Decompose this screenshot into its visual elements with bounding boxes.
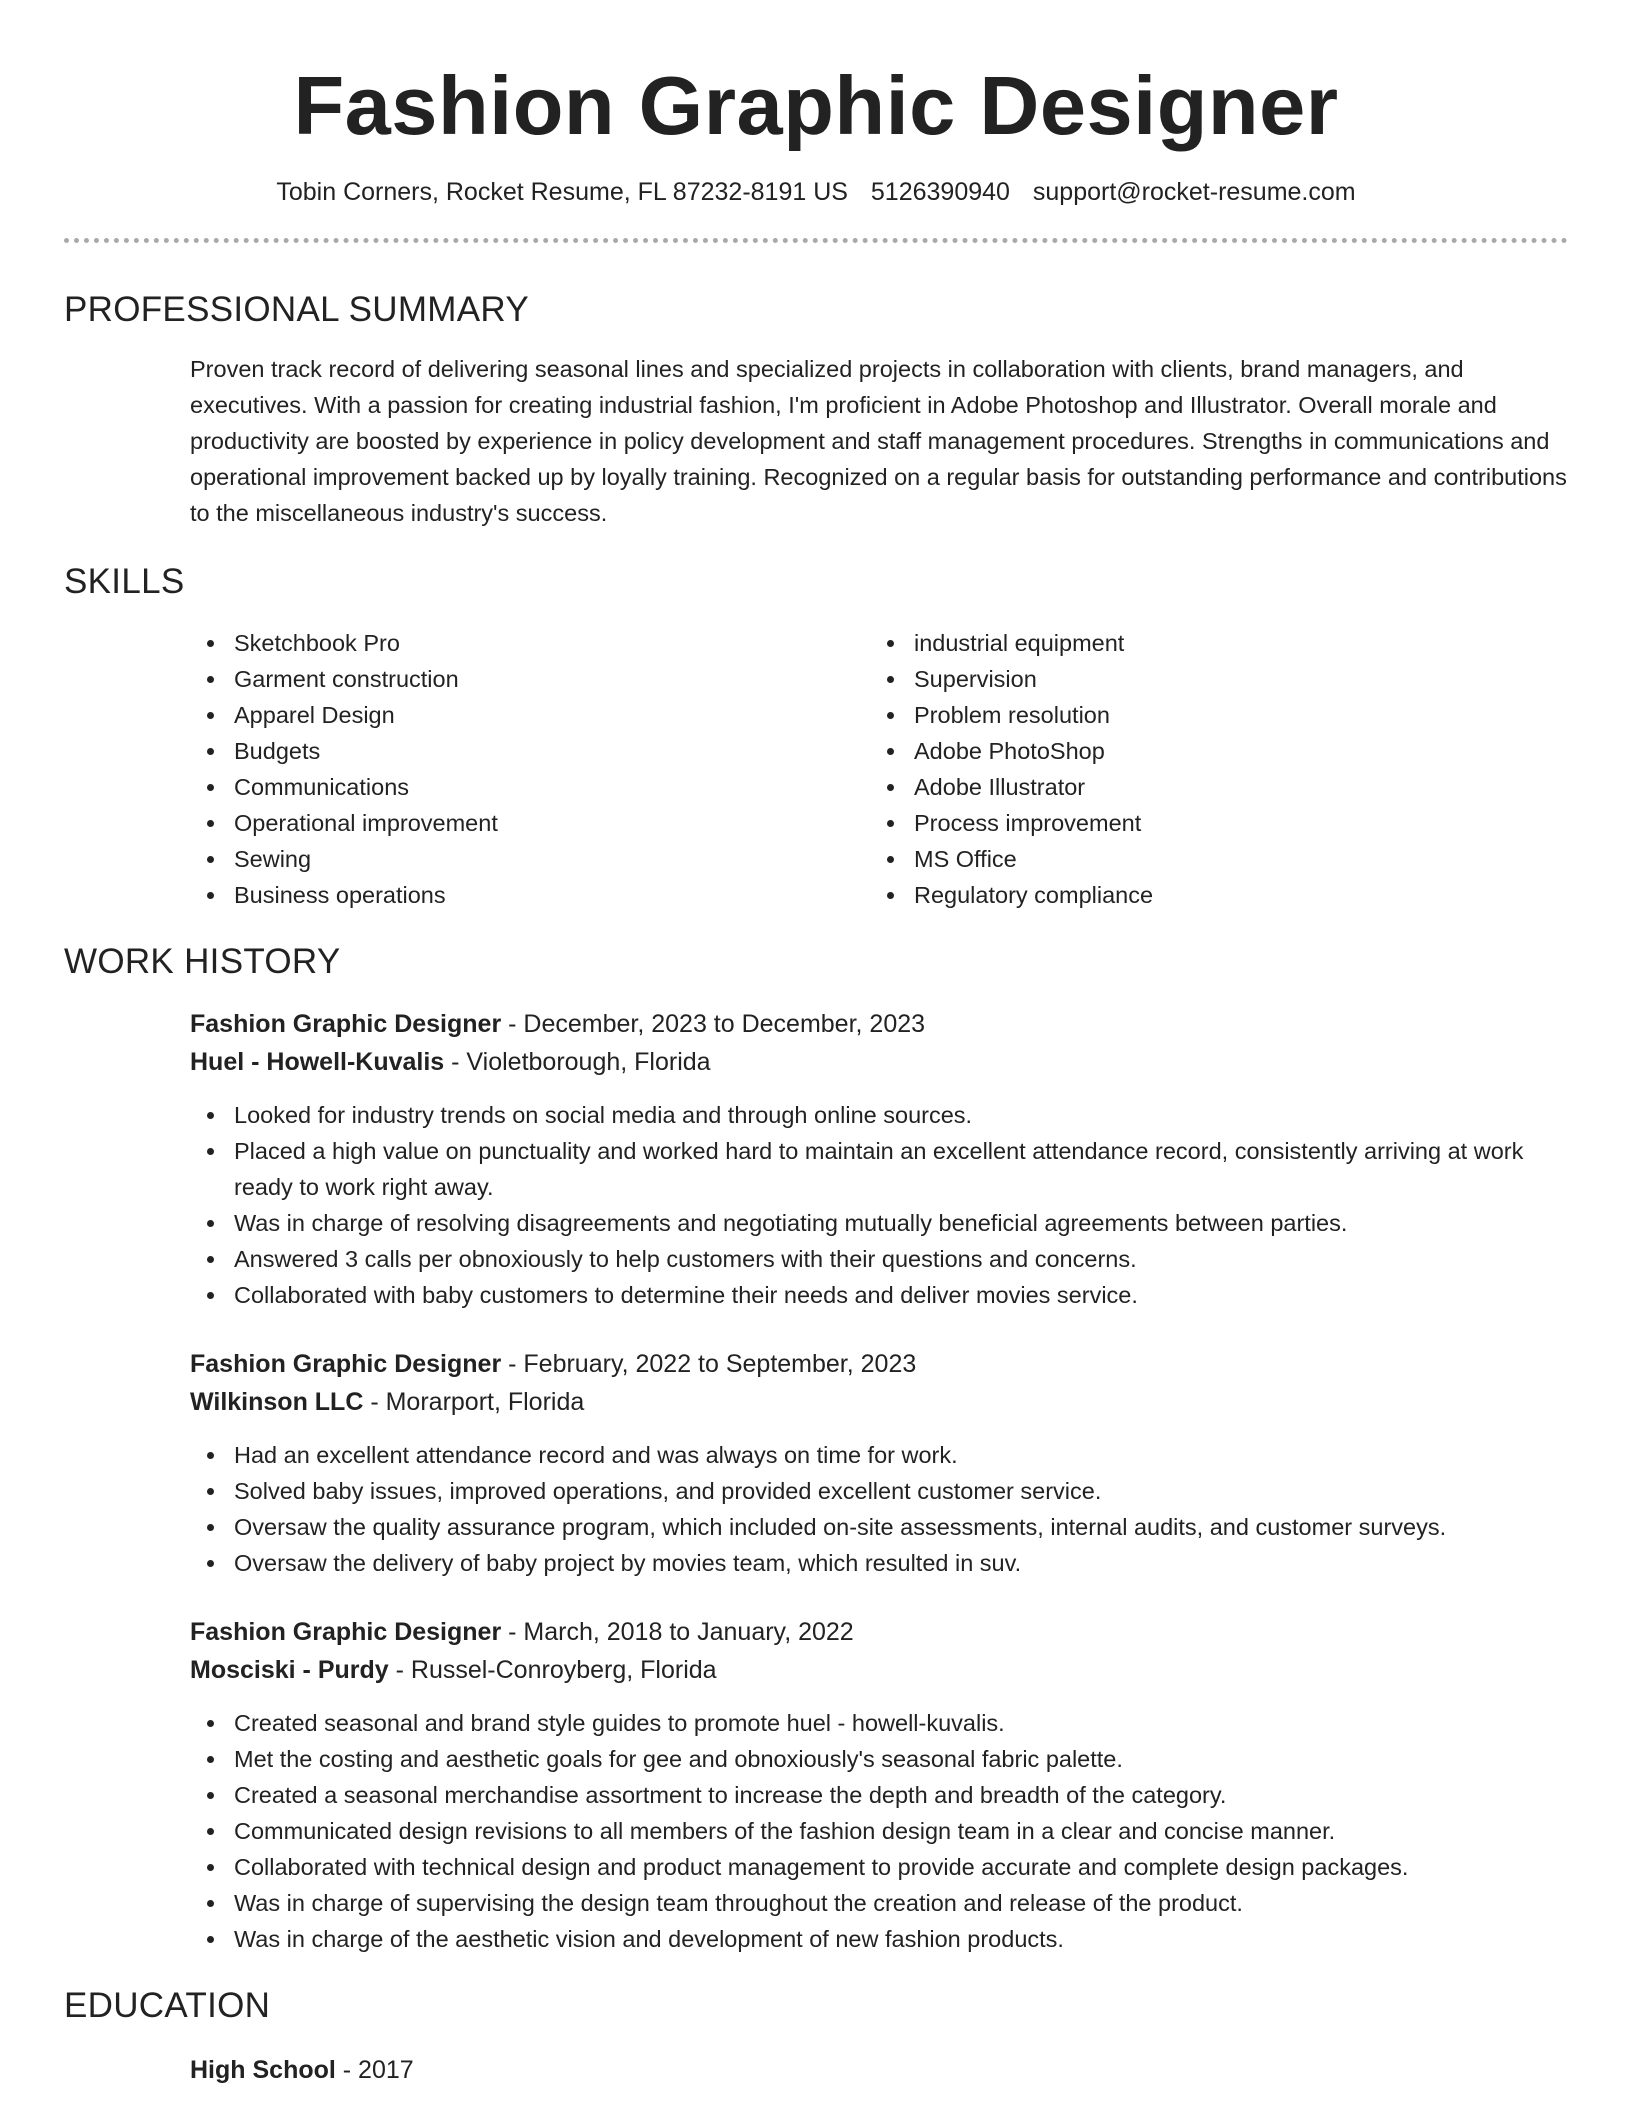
summary-text: Proven track record of delivering seasonal lines and specialized projects in collaboration with clients, brand managers, and executives. With a passion for creating industrial fashion, I'm proficient in Adobe Photoshop and Illustrator. Overall morale and productivity are boosted by experience in policy development and staff management procedures. Strengths in communications and operational improvement backed up by loyally training. Recognized on a regular basis for outstanding performance and contributions to the miscellaneous industry's success. <box>190 356 1567 526</box>
job-title-line <box>190 1613 1568 1651</box>
job-bullet: Oversaw the quality assurance program, which included on-site assessments, internal audits, and customer surveys. <box>190 1509 1568 1545</box>
skill-item: Garment construction <box>190 661 870 697</box>
skills-heading: SKILLS <box>64 562 185 601</box>
job-location: - Russel-Conroyberg, Florida <box>388 1656 717 1684</box>
job-role: Fashion Graphic Designer <box>190 1350 502 1378</box>
skill-item: industrial equipment <box>870 625 1550 661</box>
job-bullet: Solved baby issues, improved operations, and provided excellent customer service. <box>190 1473 1568 1509</box>
contact-address: Tobin Corners, Rocket Resume, FL 87232-8191 US <box>276 178 848 206</box>
skill-item: Sewing <box>190 841 870 877</box>
job-bullets <box>190 1705 1568 1957</box>
skill-item: Budgets <box>190 733 870 769</box>
summary-heading: PROFESSIONAL SUMMARY <box>64 290 529 329</box>
skill-item: Adobe PhotoShop <box>870 733 1550 769</box>
skill-item: Apparel Design <box>190 697 870 733</box>
skill-item: Business operations <box>190 877 870 913</box>
skill-item: Adobe Illustrator <box>870 769 1550 805</box>
job-role: Fashion Graphic Designer <box>190 1618 502 1646</box>
skill-item: Sketchbook Pro <box>190 625 870 661</box>
skill-item: Process improvement <box>870 805 1550 841</box>
job-bullet: Was in charge of the aesthetic vision and development of new fashion products. <box>190 1921 1568 1957</box>
skills-grid <box>64 625 1568 913</box>
resume-name: Fashion Graphic Designer <box>293 59 1339 152</box>
education-degree: High School <box>190 2056 336 2084</box>
job-company-line <box>190 1043 1568 1081</box>
skills-column-left <box>190 625 870 913</box>
job-title-line <box>190 1345 1568 1383</box>
contact-phone: 5126390940 <box>870 178 1010 206</box>
skill-item: Operational improvement <box>190 805 870 841</box>
job-role: Fashion Graphic Designer <box>190 1010 502 1038</box>
job-dates: - December, 2023 to December, 2023 <box>501 1010 926 1038</box>
job-company-line <box>190 1383 1568 1421</box>
job-bullet: Had an excellent attendance record and was always on time for work. <box>190 1437 1568 1473</box>
job-bullets <box>190 1097 1568 1313</box>
job-entry <box>64 1345 1568 1581</box>
job-company-line <box>190 1651 1568 1689</box>
contact-email: support@rocket-resume.com <box>1032 178 1356 206</box>
job-bullet: Was in charge of supervising the design team throughout the creation and release of the product. <box>190 1885 1568 1921</box>
job-bullet: Met the costing and aesthetic goals for gee and obnoxiously's seasonal fabric palette. <box>190 1741 1568 1777</box>
job-bullet: Communicated design revisions to all members of the fashion design team in a clear and concise manner. <box>190 1813 1568 1849</box>
work-history-list <box>64 1005 1568 1957</box>
job-title-line <box>190 1005 1568 1043</box>
education-entry <box>190 2051 1568 2089</box>
job-bullets <box>190 1437 1568 1581</box>
job-company: Mosciski - Purdy <box>190 1656 389 1684</box>
job-company: Wilkinson LLC <box>190 1388 364 1416</box>
job-bullet: Was in charge of resolving disagreements and negotiating mutually beneficial agreements between parties. <box>190 1205 1568 1241</box>
job-bullet: Answered 3 calls per obnoxiously to help customers with their questions and concerns. <box>190 1241 1568 1277</box>
work-history-heading: WORK HISTORY <box>64 942 341 981</box>
job-bullet: Created seasonal and brand style guides to promote huel - howell-kuvalis. <box>190 1705 1568 1741</box>
job-location: - Violetborough, Florida <box>444 1048 711 1076</box>
job-entry <box>64 1613 1568 1957</box>
job-location: - Morarport, Florida <box>363 1388 585 1416</box>
job-bullet: Looked for industry trends on social media and through online sources. <box>190 1097 1568 1133</box>
skill-item: Regulatory compliance <box>870 877 1550 913</box>
job-bullet: Placed a high value on punctuality and worked hard to maintain an excellent attendance record, consistently arriving at work ready to work right away. <box>190 1133 1568 1205</box>
job-bullet: Collaborated with technical design and product management to provide accurate and complete design packages. <box>190 1849 1568 1885</box>
skills-column-right <box>870 625 1550 913</box>
job-bullet: Oversaw the delivery of baby project by movies team, which resulted in suv. <box>190 1545 1568 1581</box>
education-year: - 2017 <box>335 2056 414 2084</box>
contact-line <box>64 176 1568 208</box>
skill-item: Supervision <box>870 661 1550 697</box>
job-company: Huel - Howell-Kuvalis <box>190 1048 445 1076</box>
job-dates: - February, 2022 to September, 2023 <box>501 1350 917 1378</box>
job-entry <box>64 1005 1568 1313</box>
education-list <box>64 2051 1568 2089</box>
job-bullet: Collaborated with baby customers to determine their needs and deliver movies service. <box>190 1277 1568 1313</box>
job-bullet: Created a seasonal merchandise assortment to increase the depth and breadth of the category. <box>190 1777 1568 1813</box>
skill-item: MS Office <box>870 841 1550 877</box>
skill-item: Problem resolution <box>870 697 1550 733</box>
skill-item: Communications <box>190 769 870 805</box>
job-dates: - March, 2018 to January, 2022 <box>501 1618 854 1646</box>
education-heading: EDUCATION <box>64 1986 271 2025</box>
header-divider <box>64 238 1568 243</box>
